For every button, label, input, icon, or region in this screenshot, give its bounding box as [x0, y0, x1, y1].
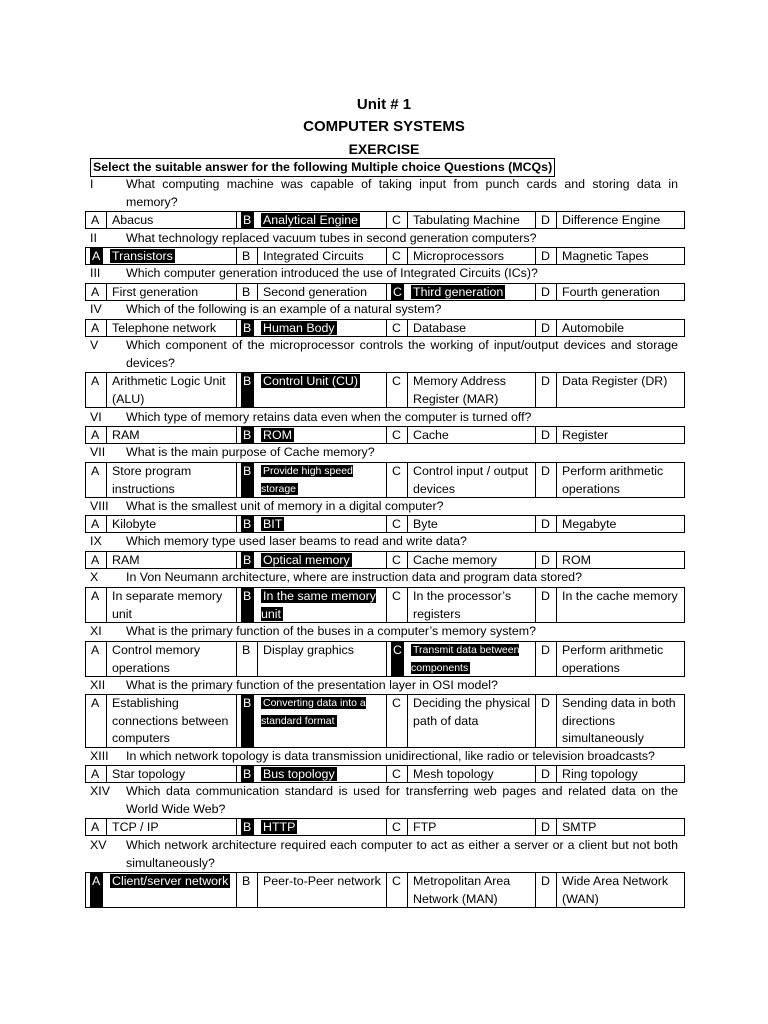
option-letter-c: C	[387, 463, 408, 497]
option-letter-c: C	[391, 284, 404, 300]
options-row	[85, 872, 685, 908]
option-letter-d: D	[536, 463, 557, 497]
option-text: Store program instructions	[112, 464, 192, 496]
option-text: Telephone network	[112, 321, 217, 335]
option-c-correct	[408, 642, 536, 676]
option-c	[408, 819, 536, 835]
option-letter-b: B	[241, 320, 254, 336]
option-a	[107, 766, 237, 782]
option-letter-b: B	[241, 552, 254, 568]
option-text: BIT	[263, 517, 283, 531]
section-subtitle: EXERCISE	[348, 141, 420, 157]
question-number: VIII	[90, 499, 109, 513]
option-text: Analytical Engine	[263, 213, 359, 227]
option-c	[408, 552, 536, 568]
question-text: What computing machine was capable of taking input from punch cards and storing data in memory?	[126, 177, 678, 209]
question-number: I	[90, 177, 94, 191]
option-letter-b: B	[241, 463, 254, 497]
option-a	[107, 284, 237, 300]
question-3	[90, 265, 678, 283]
option-text: Human Body	[263, 321, 335, 335]
option-letter-c: C	[387, 819, 408, 835]
option-b-correct	[258, 588, 387, 622]
question-10	[90, 569, 678, 587]
option-c-correct	[408, 284, 536, 300]
option-letter-c: C	[391, 642, 404, 676]
option-c	[408, 516, 536, 532]
option-b	[258, 248, 387, 264]
option-c	[408, 766, 536, 782]
option-d	[557, 463, 684, 497]
option-text: RAM	[112, 553, 140, 567]
option-text: Integrated Circuits	[263, 249, 364, 263]
option-letter-c: C	[387, 552, 408, 568]
question-number: IX	[90, 534, 102, 548]
option-text: Third generation	[413, 285, 504, 299]
option-letter-c: C	[387, 320, 408, 336]
question-1	[90, 176, 678, 211]
option-a	[107, 588, 237, 622]
question-text: Which network architecture required each computer to act as either a server or a client but not both simultaneously?	[126, 838, 678, 870]
option-text: Kilobyte	[112, 517, 157, 531]
options-row	[85, 426, 685, 444]
option-a	[107, 819, 237, 835]
option-text: Wide Area Network (WAN)	[562, 874, 669, 906]
option-text: Peer-to-Peer network	[263, 874, 381, 888]
option-letter-a: A	[86, 373, 107, 407]
option-text: Sending data in both directions simultaneously	[562, 696, 676, 746]
option-text: Register	[562, 428, 609, 442]
question-number: XV	[90, 838, 107, 852]
option-letter-d: D	[536, 819, 557, 835]
option-text: Control input / output devices	[413, 464, 529, 496]
option-d	[557, 588, 684, 622]
options-row	[85, 765, 685, 783]
option-a	[107, 212, 237, 228]
option-letter-a: A	[86, 695, 107, 747]
question-number: XII	[90, 678, 106, 692]
question-text: Which computer generation introduced the use of Integrated Circuits (ICs)?	[126, 266, 538, 280]
option-c	[408, 695, 536, 747]
option-letter-d: D	[536, 248, 557, 264]
option-a	[107, 695, 237, 747]
option-b-correct	[258, 766, 387, 782]
option-text: Mesh topology	[413, 767, 494, 781]
unit-heading: Unit # 1	[356, 96, 412, 113]
option-letter-c: C	[387, 427, 408, 443]
option-d	[557, 552, 684, 568]
question-12	[90, 677, 678, 695]
option-text: Provide high speed storage	[261, 465, 353, 495]
option-letter-a: A	[86, 588, 107, 622]
question-text: What technology replaced vacuum tubes in second generation computers?	[126, 231, 537, 245]
option-letter-a: A	[86, 284, 107, 300]
question-number: X	[90, 570, 99, 584]
option-text: Database	[413, 321, 467, 335]
option-letter-c: C	[387, 373, 408, 407]
option-letter-a: A	[86, 212, 107, 228]
option-b-correct	[258, 463, 387, 497]
option-d	[557, 819, 684, 835]
option-a	[107, 373, 237, 407]
option-letter-b: B	[237, 642, 258, 676]
option-d	[557, 516, 684, 532]
option-b	[258, 284, 387, 300]
option-text: Cache	[413, 428, 449, 442]
question-number: XIII	[90, 749, 109, 763]
option-b-correct	[258, 373, 387, 407]
option-letter-b: B	[237, 873, 258, 907]
option-b	[258, 642, 387, 676]
option-a	[107, 552, 237, 568]
option-text: Converting data into a standard format	[261, 697, 366, 727]
option-c	[408, 873, 536, 907]
option-a-correct	[107, 873, 237, 907]
option-text: Display graphics	[263, 643, 354, 657]
question-8	[90, 498, 678, 516]
option-letter-a: A	[86, 766, 107, 782]
option-d	[557, 320, 684, 336]
option-letter-a: A	[86, 463, 107, 497]
option-c	[408, 463, 536, 497]
option-text: Fourth generation	[562, 285, 660, 299]
option-text: Establishing connections between computers	[112, 696, 229, 746]
question-5	[90, 337, 678, 372]
options-row	[85, 372, 685, 408]
option-d	[557, 873, 684, 907]
option-text: Optical memory	[263, 553, 350, 567]
option-text: Perform arithmetic operations	[562, 464, 664, 496]
option-text: TCP / IP	[112, 820, 159, 834]
option-letter-b: B	[241, 373, 254, 407]
option-text: Microprocessors	[413, 249, 504, 263]
option-c	[408, 373, 536, 407]
option-d	[557, 284, 684, 300]
option-text: Transistors	[112, 249, 173, 263]
option-text: Control Unit (CU)	[263, 374, 359, 388]
option-d	[557, 427, 684, 443]
question-text: Which component of the microprocessor controls the working of input/output devices and storage devices?	[126, 338, 678, 370]
option-letter-c: C	[387, 766, 408, 782]
option-text: Transmit data between components	[411, 644, 520, 674]
option-a	[107, 427, 237, 443]
option-letter-b: B	[241, 427, 254, 443]
option-a	[107, 516, 237, 532]
option-letter-c: C	[387, 588, 408, 622]
option-text: In the processor’s registers	[413, 589, 512, 621]
option-text: Megabyte	[562, 517, 617, 531]
options-row	[85, 462, 685, 498]
option-text: ROM	[263, 428, 292, 442]
question-number: XIV	[90, 784, 110, 798]
option-text: Control memory operations	[112, 643, 201, 675]
option-letter-b: B	[241, 695, 254, 747]
option-d	[557, 373, 684, 407]
option-letter-b: B	[237, 248, 258, 264]
options-row	[85, 551, 685, 569]
question-text: What is the primary function of the presentation layer in OSI model?	[126, 678, 498, 692]
option-letter-d: D	[536, 373, 557, 407]
option-letter-b: B	[241, 819, 254, 835]
question-13	[90, 748, 678, 766]
options-row	[85, 818, 685, 836]
option-letter-d: D	[536, 427, 557, 443]
option-text: ROM	[562, 553, 591, 567]
question-14	[90, 783, 678, 818]
question-number: XI	[90, 624, 102, 638]
option-text: Star topology	[112, 767, 186, 781]
options-row	[85, 283, 685, 301]
option-d	[557, 642, 684, 676]
question-text: Which memory type used laser beams to read and write data?	[126, 534, 467, 548]
option-text: Data Register (DR)	[562, 374, 668, 388]
question-4	[90, 301, 678, 319]
option-text: Bus topology	[263, 767, 335, 781]
option-b-correct	[258, 552, 387, 568]
option-b	[258, 873, 387, 907]
option-letter-b: B	[237, 284, 258, 300]
option-text: First generation	[112, 285, 199, 299]
option-letter-a: A	[90, 873, 103, 907]
question-number: III	[90, 266, 101, 280]
question-6	[90, 409, 678, 427]
option-b-correct	[258, 320, 387, 336]
option-text: Perform arithmetic operations	[562, 643, 664, 675]
options-row	[85, 247, 685, 265]
question-7	[90, 444, 678, 462]
question-number: II	[90, 231, 97, 245]
option-letter-c: C	[387, 873, 408, 907]
option-a	[107, 642, 237, 676]
question-2	[90, 230, 678, 248]
question-number: V	[90, 338, 99, 352]
option-c	[408, 248, 536, 264]
option-b-correct	[258, 427, 387, 443]
option-text: HTTP	[263, 820, 296, 834]
option-d	[557, 212, 684, 228]
options-row	[85, 211, 685, 229]
option-text: Client/server network	[112, 874, 229, 888]
option-a-correct	[107, 248, 237, 264]
option-letter-d: D	[536, 588, 557, 622]
option-b-correct	[258, 819, 387, 835]
question-number: VII	[90, 445, 106, 459]
option-letter-d: D	[536, 642, 557, 676]
option-text: Memory Address Register (MAR)	[413, 374, 506, 406]
question-text: In Von Neumann architecture, where are instruction data and program data stored?	[126, 570, 582, 584]
options-row	[85, 641, 685, 677]
option-c	[408, 320, 536, 336]
option-text: Second generation	[263, 285, 368, 299]
option-b-correct	[258, 695, 387, 747]
option-text: Arithmetic Logic Unit (ALU)	[112, 374, 226, 406]
option-c	[408, 427, 536, 443]
question-11	[90, 623, 678, 641]
question-text: In which network topology is data transmission unidirectional, like radio or television broadcasts?	[126, 749, 655, 763]
option-b-correct	[258, 212, 387, 228]
option-letter-d: D	[536, 516, 557, 532]
option-c	[408, 588, 536, 622]
option-letter-c: C	[387, 695, 408, 747]
option-b-correct	[258, 516, 387, 532]
option-text: Difference Engine	[562, 213, 661, 227]
question-text: Which data communication standard is used for transferring web pages and related data on the World Wide Web?	[126, 784, 678, 816]
options-row	[85, 319, 685, 337]
option-text: FTP	[413, 820, 437, 834]
question-number: VI	[90, 410, 102, 424]
option-text: Abacus	[112, 213, 154, 227]
option-a	[107, 320, 237, 336]
question-text: What is the smallest unit of memory in a digital computer?	[126, 499, 444, 513]
option-text: Cache memory	[413, 553, 498, 567]
option-letter-a: A	[86, 642, 107, 676]
option-letter-a: A	[86, 516, 107, 532]
option-letter-b: B	[241, 766, 254, 782]
option-text: Magnetic Tapes	[562, 249, 649, 263]
option-letter-c: C	[387, 212, 408, 228]
option-text: Byte	[413, 517, 438, 531]
option-letter-d: D	[536, 766, 557, 782]
option-text: Automobile	[562, 321, 624, 335]
question-text: What is the primary function of the buses in a computer’s memory system?	[126, 624, 536, 638]
question-text: Which type of memory retains data even when the computer is turned off?	[126, 410, 532, 424]
question-15	[90, 837, 678, 872]
instruction-box: Select the suitable answer for the following Multiple choice Questions (MCQs)	[90, 158, 555, 177]
question-number: IV	[90, 302, 102, 316]
option-d	[557, 766, 684, 782]
option-letter-d: D	[536, 212, 557, 228]
option-letter-d: D	[536, 695, 557, 747]
option-text: In the cache memory	[562, 589, 678, 603]
question-text: Which of the following is an example of a natural system?	[126, 302, 442, 316]
option-d	[557, 248, 684, 264]
options-row	[85, 694, 685, 748]
option-letter-d: D	[536, 873, 557, 907]
option-text: In separate memory unit	[112, 589, 223, 621]
option-letter-c: C	[387, 516, 408, 532]
option-c	[408, 212, 536, 228]
option-text: Deciding the physical path of data	[413, 696, 531, 728]
option-letter-a: A	[86, 320, 107, 336]
option-d	[557, 695, 684, 747]
option-text: RAM	[112, 428, 140, 442]
options-row	[85, 515, 685, 533]
option-letter-a: A	[90, 248, 103, 264]
option-letter-a: A	[86, 552, 107, 568]
question-9	[90, 533, 678, 551]
option-letter-d: D	[536, 552, 557, 568]
option-letter-b: B	[241, 588, 254, 622]
option-letter-d: D	[536, 284, 557, 300]
option-text: Ring topology	[562, 767, 638, 781]
option-letter-a: A	[86, 427, 107, 443]
option-letter-b: B	[241, 212, 254, 228]
option-text: In the same memory unit	[261, 589, 376, 621]
option-text: Tabulating Machine	[413, 213, 520, 227]
option-a	[107, 463, 237, 497]
option-text: Metropolitan Area Network (MAN)	[413, 874, 511, 906]
option-letter-b: B	[241, 516, 254, 532]
option-text: SMTP	[562, 820, 597, 834]
option-letter-a: A	[86, 819, 107, 835]
option-letter-d: D	[536, 320, 557, 336]
options-row	[85, 587, 685, 623]
option-letter-c: C	[387, 248, 408, 264]
question-text: What is the main purpose of Cache memory?	[126, 445, 375, 459]
page-title: COMPUTER SYSTEMS	[303, 118, 465, 135]
